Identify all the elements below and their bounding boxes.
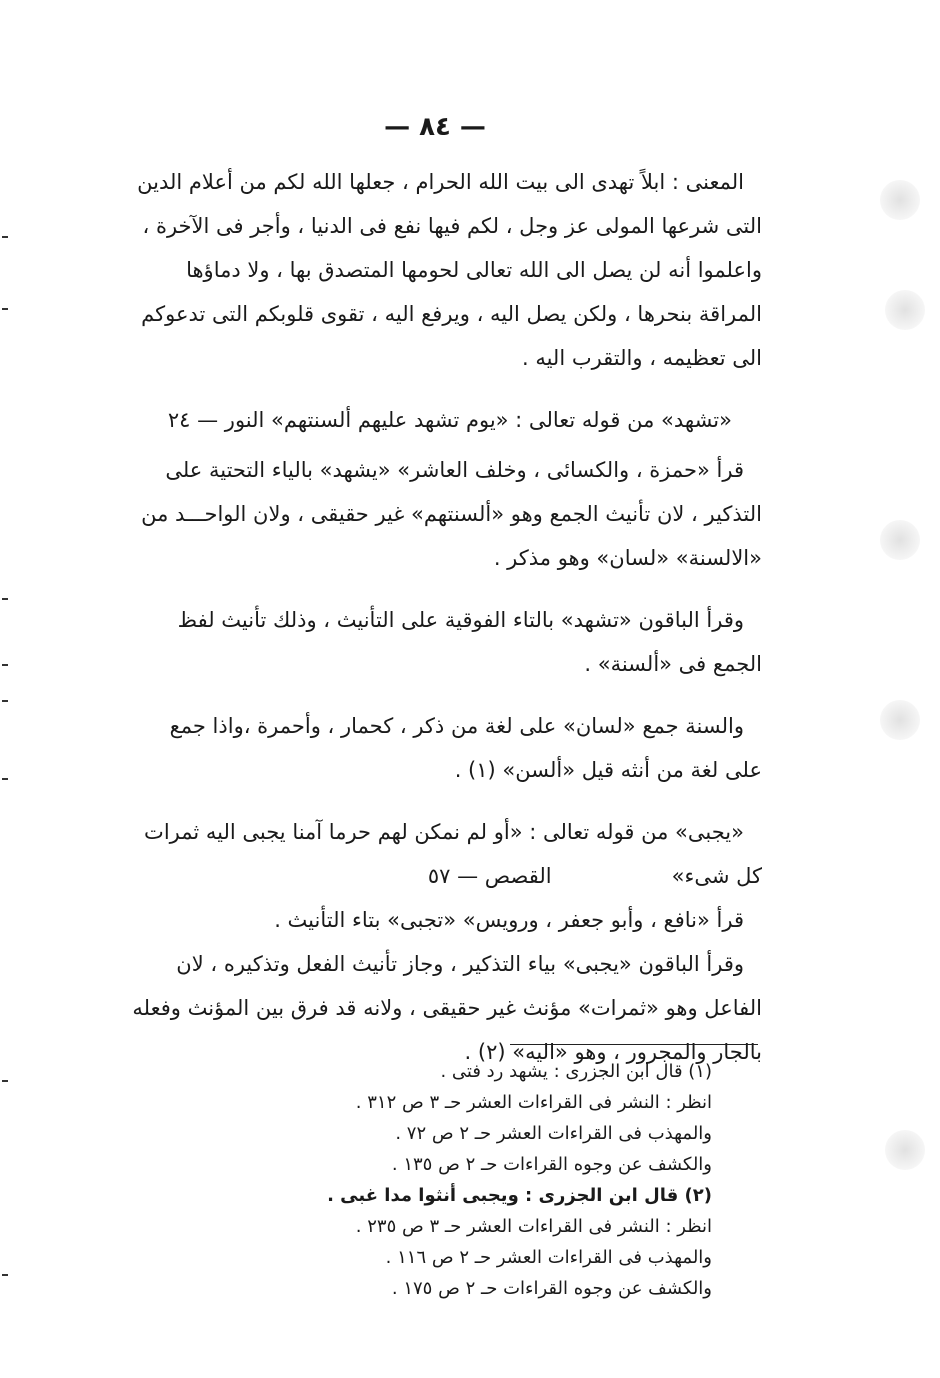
paragraph-qiraa-2 — [96, 598, 762, 686]
paragraph-qiraa-1 — [96, 448, 762, 580]
text-line: «الالسنة» «لسان» وهو مذكر . — [493, 546, 762, 570]
text-line: والسنة جمع «لسان» على لغة من ذكر ، كحمار ، وأحمرة ،واذا جمع — [169, 714, 744, 738]
scan-smudge — [880, 700, 920, 740]
text-line: وقرأ الباقون «تشهد» بالتاء الفوقية على التأنيث ، وذلك تأنيث لفظ — [177, 608, 744, 632]
footnote-line: (١) قال ابن الجزرى : يشهد رد فتى . — [440, 1061, 712, 1082]
paragraph-qiraa-4 — [96, 942, 762, 1074]
text-line: الفاعل وهو «ثمرات» مؤنث غير حقيقى ، ولانه قد فرق بين المؤنث وفعله — [132, 996, 762, 1020]
paragraph-qiraa-3: قرأ «نافع ، وأبو جعفر ، ورويس» «تجبى» بتاء التأنيث . — [274, 908, 744, 932]
footnote-line: انظر : النشر فى القراءات العشر حـ ٣ ص ٣١٢ . — [355, 1092, 712, 1113]
footnote-line: انظر : النشر فى القراءات العشر حـ ٣ ص ٢٣٥ . — [355, 1216, 712, 1237]
sura-reference: القصص — ٥٧ — [427, 864, 552, 888]
footnote-separator — [510, 1044, 758, 1045]
scan-mark — [2, 1274, 8, 1276]
text-line — [96, 854, 762, 898]
scan-mark — [2, 700, 8, 702]
text-line: المعنى : ابلاً تهدى الى بيت الله الحرام ، جعلها الله لكم من أعلام الدين — [137, 170, 744, 194]
text-line: الجمع فى «ألسنة» . — [584, 652, 762, 676]
text-line: على لغة من أنثه قيل «ألسن» (١) . — [454, 758, 762, 782]
footnote-line: والمهذب فى القراءات العشر حـ ٢ ص ١١٦ . — [385, 1247, 712, 1268]
footnote-line: (٢) قال ابن الجزرى : ويجبى أنثوا مدا غبى . — [327, 1185, 712, 1206]
scan-mark — [2, 598, 8, 600]
scan-smudge — [885, 290, 925, 330]
footnotes — [260, 1056, 712, 1304]
scan-smudge — [885, 1130, 925, 1170]
paragraph-meaning — [96, 160, 762, 380]
scan-smudge — [880, 180, 920, 220]
footnote-line: والكشف عن وجوه القراءات حـ ٢ ص ١٧٥ . — [391, 1278, 712, 1299]
verse-heading-tashhad: «تشهد» من قوله تعالى : «يوم تشهد عليهم ألسنتهم» النور — ٢٤ — [167, 408, 732, 432]
scan-mark — [2, 778, 8, 780]
page-number: — ٨٤ — — [384, 112, 486, 142]
text-line: التى شرعها المولى عز وجل ، لكم فيها نفع فى الدنيا ، وأجر فى الآخرة ، — [142, 214, 762, 238]
text-line: الى تعظيمه ، والتقرب اليه . — [521, 346, 762, 370]
text-line: المراقة بنحرها ، ولكن يصل اليه ، ويرفع اليه ، تقوى قلوبكم التى تدعوكم — [141, 302, 762, 326]
scan-smudge — [880, 520, 920, 560]
main-text — [96, 160, 762, 1074]
scan-mark — [2, 1080, 8, 1082]
footnote-line: والكشف عن وجوه القراءات حـ ٢ ص ١٣٥ . — [391, 1154, 712, 1175]
scan-mark — [2, 236, 8, 238]
text-line: «يجبى» من قوله تعالى : «أو لم نمكن لهم حرما آمنا يجبى اليه ثمرات — [144, 820, 744, 844]
text-line: وقرأ الباقون «يجبى» بياء التذكير ، وجاز تأنيث الفعل وتذكيره ، لان — [176, 952, 744, 976]
footnote-line: والمهذب فى القراءات العشر حـ ٢ ص ٧٢ . — [395, 1123, 712, 1144]
text-line: التذكير ، لان تأنيث الجمع وهو «ألسنتهم» غير حقيقى ، ولان الواحـــد من — [141, 502, 762, 526]
text-line: قرأ «حمزة ، والكسائى ، وخلف العاشر» «يشهد» بالياء التحتية على — [165, 458, 744, 482]
paragraph-alsina — [96, 704, 762, 792]
verse-heading-yujba — [96, 810, 762, 898]
verse-end: كل شىء» — [671, 864, 762, 888]
scan-mark — [2, 664, 8, 666]
text-line: بالجار والمجرور ، وهو «اليه» (٢) . — [464, 1040, 762, 1064]
scan-mark — [2, 308, 8, 310]
text-line: واعلموا أنه لن يصل الى الله تعالى لحومها المتصدق بها ، ولا دماؤها — [186, 258, 762, 282]
